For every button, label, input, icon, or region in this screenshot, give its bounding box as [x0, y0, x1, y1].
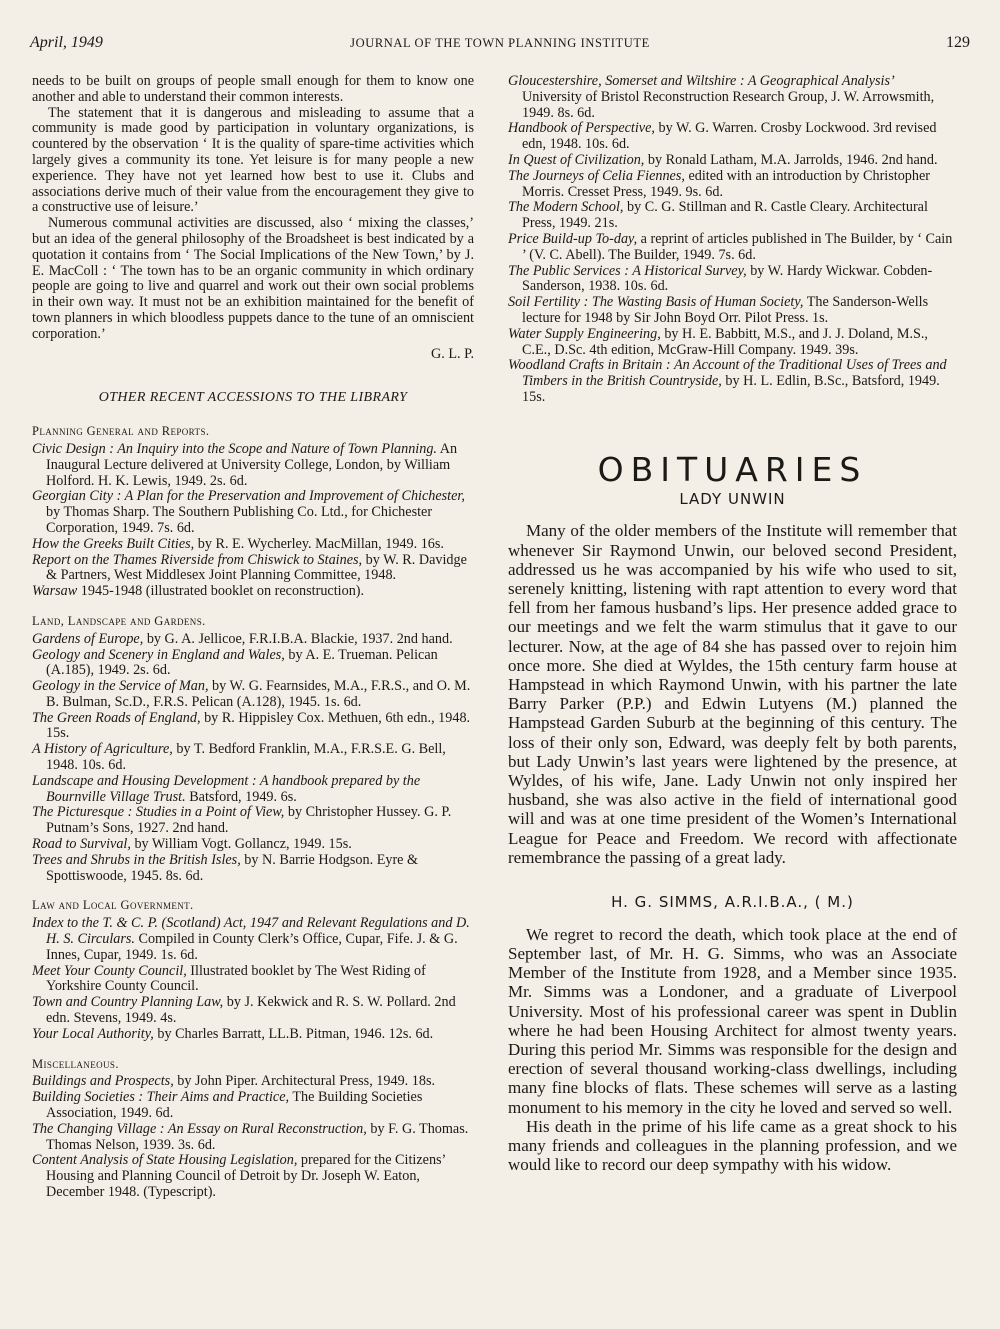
page-number: 129: [946, 34, 970, 51]
entry-title: Building Societies : Their Aims and Practice,: [32, 1089, 290, 1106]
bibliography-entry: [32, 1074, 474, 1090]
bibliography-entry: [32, 1122, 474, 1154]
entry-details: by W. G. Warren. Crosby Lockwood. 3rd revised edn, 1948. 10s. 6d.: [522, 120, 937, 153]
entry-details: by John Piper. Architectural Press, 1949. 18s.: [173, 1073, 436, 1090]
bibliography-entry: [32, 805, 474, 837]
bibliography-entry: [508, 295, 957, 327]
review-signature: G. L. P.: [431, 345, 474, 362]
entry-title: The Journeys of Celia Fiennes,: [508, 167, 685, 184]
entry-title: A History of Agriculture,: [32, 741, 173, 758]
left-column: [32, 74, 474, 1201]
bibliography-entry: [32, 442, 474, 489]
bibliography-entry: [32, 648, 474, 680]
entry-title: Woodland Crafts in Britain : An Account of the Traditional Uses of Trees and Timbers in the British Countryside,: [508, 357, 947, 390]
entry-title: Content Analysis of State Housing Legislation,: [32, 1152, 298, 1169]
entry-details: by Christopher Hussey. G. P. Putnam’s Sons, 1927. 2nd hand.: [46, 804, 452, 837]
entry-details: by Charles Barratt, LL.B. Pitman, 1946. 12s. 6d.: [153, 1025, 434, 1042]
entry-title: Soil Fertility : The Wasting Basis of Human Society,: [508, 294, 804, 311]
entry-title: Landscape and Housing Development : A handbook prepared by the Bournville Village Trust.: [32, 772, 421, 805]
entry-title: The Modern School,: [508, 199, 624, 216]
bibliography-entry: [32, 916, 474, 963]
journal-title: JOURNAL OF THE TOWN PLANNING INSTITUTE: [350, 36, 650, 50]
entry-title: Gardens of Europe,: [32, 630, 144, 647]
entry-details: by W. Hardy Wickwar. Cobden-Sanderson, 1938. 10s. 6d.: [522, 262, 933, 295]
entry-details: by N. Barrie Hodgson. Eyre & Spottiswoode, 1945. 8s. 6d.: [46, 851, 419, 884]
accessions-title: OTHER RECENT ACCESSIONS TO THE LIBRARY: [98, 390, 408, 406]
review-paragraph: Numerous communal activities are discussed, also ‘ mixing the classes,’ but an idea of the general philosophy of the Broadsheet is best indicated by a quotation it contains from ‘ The Social Implications of the New Town,’ by J. E. MacColl : ‘ The town has to be an organic community in which ordinary people are going to live and quarrel and work out their own social problems in their own way. It must not be an exhibition maintained for the benefit of town planners in which bloodless puppets dance to the tune of an omniscient corporation.’: [32, 215, 474, 342]
obituary-name: LADY UNWIN: [679, 489, 786, 508]
obituary-paragraph: Many of the older members of the Institute will remember that whenever Sir Raymond Unwin, our beloved second President, addressed us he was accompanied by his wife who used to sit, serenely knitting, listening with rapt attention to every word that fell from her famous husband’s lips. Her presence added grace to our meetings and we felt the warm stimulus that it gave to our lecturer. Now, at the age of 84 she has passed over to rejoin him once more. She died at Wyldes, the 15th century farm house at Hampstead in which Raymond Unwin, with his partner the late Barry Parker (P.P.) and Edwin Lutyens (M.) planned the Hampstead Garden Suburb at the beginning of this century. The loss of their only son, Edward, was deeply felt by both parents, but Lady Unwin’s last years were lightened by the presence, at Wyldes, of his wife, Jane. Lady Unwin not only inspired her husband, she was also active in the field of international good will and was at one time president of the Women’s International League for Peace and Freedom. We record with affectionate remembrance the passing of a great lady.: [508, 521, 957, 867]
obituary-paragraph: His death in the prime of his life came as a great shock to his many friends and colleagues in the planning profession, and we would like to record our deep sympathy with his widow.: [508, 1116, 957, 1175]
bibliography-entry: [32, 537, 474, 553]
bibliography-entry: [32, 711, 474, 743]
bibliography-entry: [32, 553, 474, 585]
bibliography-entry: [32, 584, 474, 600]
obituary-body: [508, 925, 957, 1175]
bibliography-entry: [32, 837, 474, 853]
entry-details: by G. A. Jellicoe, F.R.I.B.A. Blackie, 1937. 2nd hand.: [143, 630, 453, 647]
entry-details: by J. Kekwick and R. S. W. Pollard. 2nd edn. Stevens, 1949. 4s.: [46, 994, 456, 1027]
bibliography-entry: [508, 264, 957, 296]
entry-title: The Public Services : A Historical Survey,: [508, 262, 747, 279]
bibliography-entry: [32, 679, 474, 711]
entry-title: Price Build-up To-day,: [508, 230, 638, 247]
entry-title: Town and Country Planning Law,: [32, 994, 224, 1011]
entry-title: The Picturesque : Studies in a Point of View,: [32, 804, 285, 821]
section-heading: Land, Landscape and Gardens.: [32, 613, 206, 628]
running-header: [30, 34, 970, 56]
entry-details: The Sanderson-Wells lecture for 1948 by Sir John Boyd Orr. Pilot Press. 1s.: [522, 294, 929, 326]
entry-details: by F. G. Thomas. Thomas Nelson, 1939. 3s. 6d.: [46, 1120, 469, 1153]
entry-details: by R. Hippisley Cox. Methuen, 6th edn., 1948. 15s.: [46, 709, 471, 742]
entry-details: by H. E. Babbitt, M.S., and J. J. Doland, M.S., C.E., D.Sc. 4th edition, McGraw-Hill Company. 1949. 39s.: [522, 325, 928, 358]
entry-title: The Green Roads of England,: [32, 709, 201, 726]
entry-title: Meet Your County Council,: [32, 962, 187, 979]
entry-details: by W. R. Davidge & Partners, West Middlesex Joint Planning Committee, 1948.: [46, 551, 467, 584]
entry-title: Index to the T. & C. P. (Scotland) Act, 1947 and Relevant Regulations and D. H. S. Circulars.: [32, 915, 470, 948]
entry-title: Gloucestershire, Somerset and Wiltshire : A Geographical Analysis’: [508, 73, 895, 89]
bibliography-entry: [508, 358, 957, 405]
entry-details: by W. G. Fearnsides, M.A., F.R.S., and O. M. B. Bulman, Sc.D., F.R.S. Pelican (A.128), 1945. 1s. 6d.: [46, 678, 471, 710]
right-column: [508, 74, 957, 1174]
bibliography-entry: [32, 1090, 474, 1122]
entry-details: by Ronald Latham, M.A. Jarrolds, 1946. 2nd hand.: [644, 151, 938, 168]
entry-title: In Quest of Civilization,: [508, 151, 645, 168]
entry-title: Civic Design : An Inquiry into the Scope and Nature of Town Planning.: [32, 440, 437, 457]
bibliography-entry: [32, 1027, 474, 1043]
entry-title: Handbook of Perspective,: [508, 120, 655, 137]
bibliography-entry: [32, 774, 474, 806]
entry-details: Illustrated booklet by The West Riding of Yorkshire County Council.: [46, 962, 426, 995]
bibliography-entry: [32, 995, 474, 1027]
entry-title: Your Local Authority,: [32, 1025, 154, 1042]
entry-title: Road to Survival,: [32, 836, 131, 853]
entry-title: Trees and Shrubs in the British Isles,: [32, 851, 241, 868]
entry-details: by T. Bedford Franklin, M.A., F.R.S.E. G. Bell, 1948. 10s. 6d.: [46, 741, 446, 774]
entry-details: University of Bristol Reconstruction Research Group, J. W. Arrowsmith, 1949. 8s. 6d.: [522, 88, 935, 121]
bibliography-entry: [508, 74, 957, 121]
bibliography-entry: [32, 632, 474, 648]
entry-details: Batsford, 1949. 6s.: [185, 788, 297, 805]
entry-title: How the Greeks Built Cities,: [32, 535, 195, 552]
entry-title: The Changing Village : An Essay on Rural Reconstruction,: [32, 1120, 367, 1137]
obituary-paragraph: We regret to record the death, which took place at the end of September last, of Mr. H. G. Simms, who was an Associate Member of the Institute from 1928, and a Member since 1935. Mr. Simms was a Londoner, and a graduate of Liverpool University. Most of his professional career was spent in Dublin where he had been Housing Architect for almost twenty years. During this period Mr. Simms was responsible for the design and erection of several thousand working-class dwellings, including many fine blocks of flats. These schemes will serve as a lasting monument to his memory in the city he loved and served so well.: [508, 924, 957, 1117]
accession-sections: [32, 424, 474, 1201]
bibliography-entry: [508, 121, 957, 153]
entry-title: Geology and Scenery in England and Wales,: [32, 646, 285, 663]
entry-details: Compiled in County Clerk’s Office, Cupar, Fife. J. & G. Innes, Cupar, 1949. 1s. 6d.: [46, 931, 458, 963]
section-heading: Law and Local Government.: [32, 898, 194, 913]
entry-details: edited with an introduction by Christopher Morris. Cresset Press, 1949. 9s. 6d.: [522, 167, 931, 200]
issue-date: April, 1949: [30, 34, 103, 51]
entry-title: Warsaw: [32, 583, 78, 600]
bibliography-entry: [508, 232, 957, 264]
bibliography-entry: [508, 200, 957, 232]
section-heading: Miscellaneous.: [32, 1056, 119, 1071]
section-heading: Planning General and Reports.: [32, 424, 210, 439]
entry-title: Report on the Thames Riverside from Chiswick to Staines,: [32, 551, 363, 568]
entry-details: The Building Societies Association, 1949. 6d.: [46, 1089, 423, 1122]
bibliography-entry: [32, 742, 474, 774]
review-paragraph: needs to be built on groups of people small enough for them to know one another and able to understand their common interests.: [32, 73, 474, 105]
bibliography-entry: [508, 169, 957, 201]
bibliography-entry: [32, 1153, 474, 1200]
obituaries-title: OBITUARIES: [597, 449, 868, 489]
entry-title: Buildings and Prospects,: [32, 1073, 174, 1090]
entry-details: by William Vogt. Gollancz, 1949. 15s.: [130, 836, 352, 853]
review-paragraph: The statement that it is dangerous and misleading to assume that a community is made good by participation in voluntary organizations, is countered by the observation ‘ It is the quality of spare-time activities which largely gives a community its tone. Yet leisure is for many people a new experience. They have not yet learned how best to use it. Clubs and associations derive much of their value from the encouragement they give to a constructive use of leisure.’: [32, 104, 474, 216]
entry-title: Geology in the Service of Man,: [32, 678, 209, 695]
entry-details: by A. E. Trueman. Pelican (A.185), 1949. 2s. 6d.: [46, 646, 438, 679]
obituary-body: [508, 521, 957, 867]
entry-details: a reprint of articles published in The Builder, by ‘ Cain ’ (V. C. Abell). The Builder, 1949. 7s. 6d.: [522, 230, 953, 263]
entry-details: by R. E. Wycherley. MacMillan, 1949. 16s.: [194, 535, 444, 552]
entry-details: An Inaugural Lecture delivered at University College, London, by William Holford. H. K. Lewis, 1949. 2s. 6d.: [46, 440, 458, 489]
bibliography-entry: [508, 327, 957, 359]
entry-details: by Thomas Sharp. The Southern Publishing Co. Ltd., for Chichester Corporation, 1949. 7s. 6d.: [46, 504, 433, 536]
bibliography-entry: [508, 153, 957, 169]
entry-details: by C. G. Stillman and R. Castle Cleary. Architectural Press, 1949. 21s.: [522, 199, 928, 232]
entry-details: by H. L. Edlin, B.Sc., Batsford, 1949. 15s.: [522, 373, 940, 405]
bibliography-entry: [32, 489, 474, 536]
entry-details: prepared for the Citizens’ Housing and Planning Council of Detroit by Dr. Joseph W. Eaton, December 1948. (Typescript).: [46, 1152, 446, 1200]
obituary-name: H. G. SIMMS, A.R.I.B.A., ( M.): [611, 892, 854, 911]
accessions-continued: [508, 74, 957, 406]
bibliography-entry: [32, 964, 474, 996]
entry-title: Water Supply Engineering,: [508, 325, 661, 342]
entry-details: 1945-1948 (illustrated booklet on reconstruction).: [77, 583, 365, 600]
review-continuation: [32, 74, 474, 362]
bibliography-entry: [32, 853, 474, 885]
entry-title: Georgian City : A Plan for the Preservation and Improvement of Chichester,: [32, 488, 465, 505]
